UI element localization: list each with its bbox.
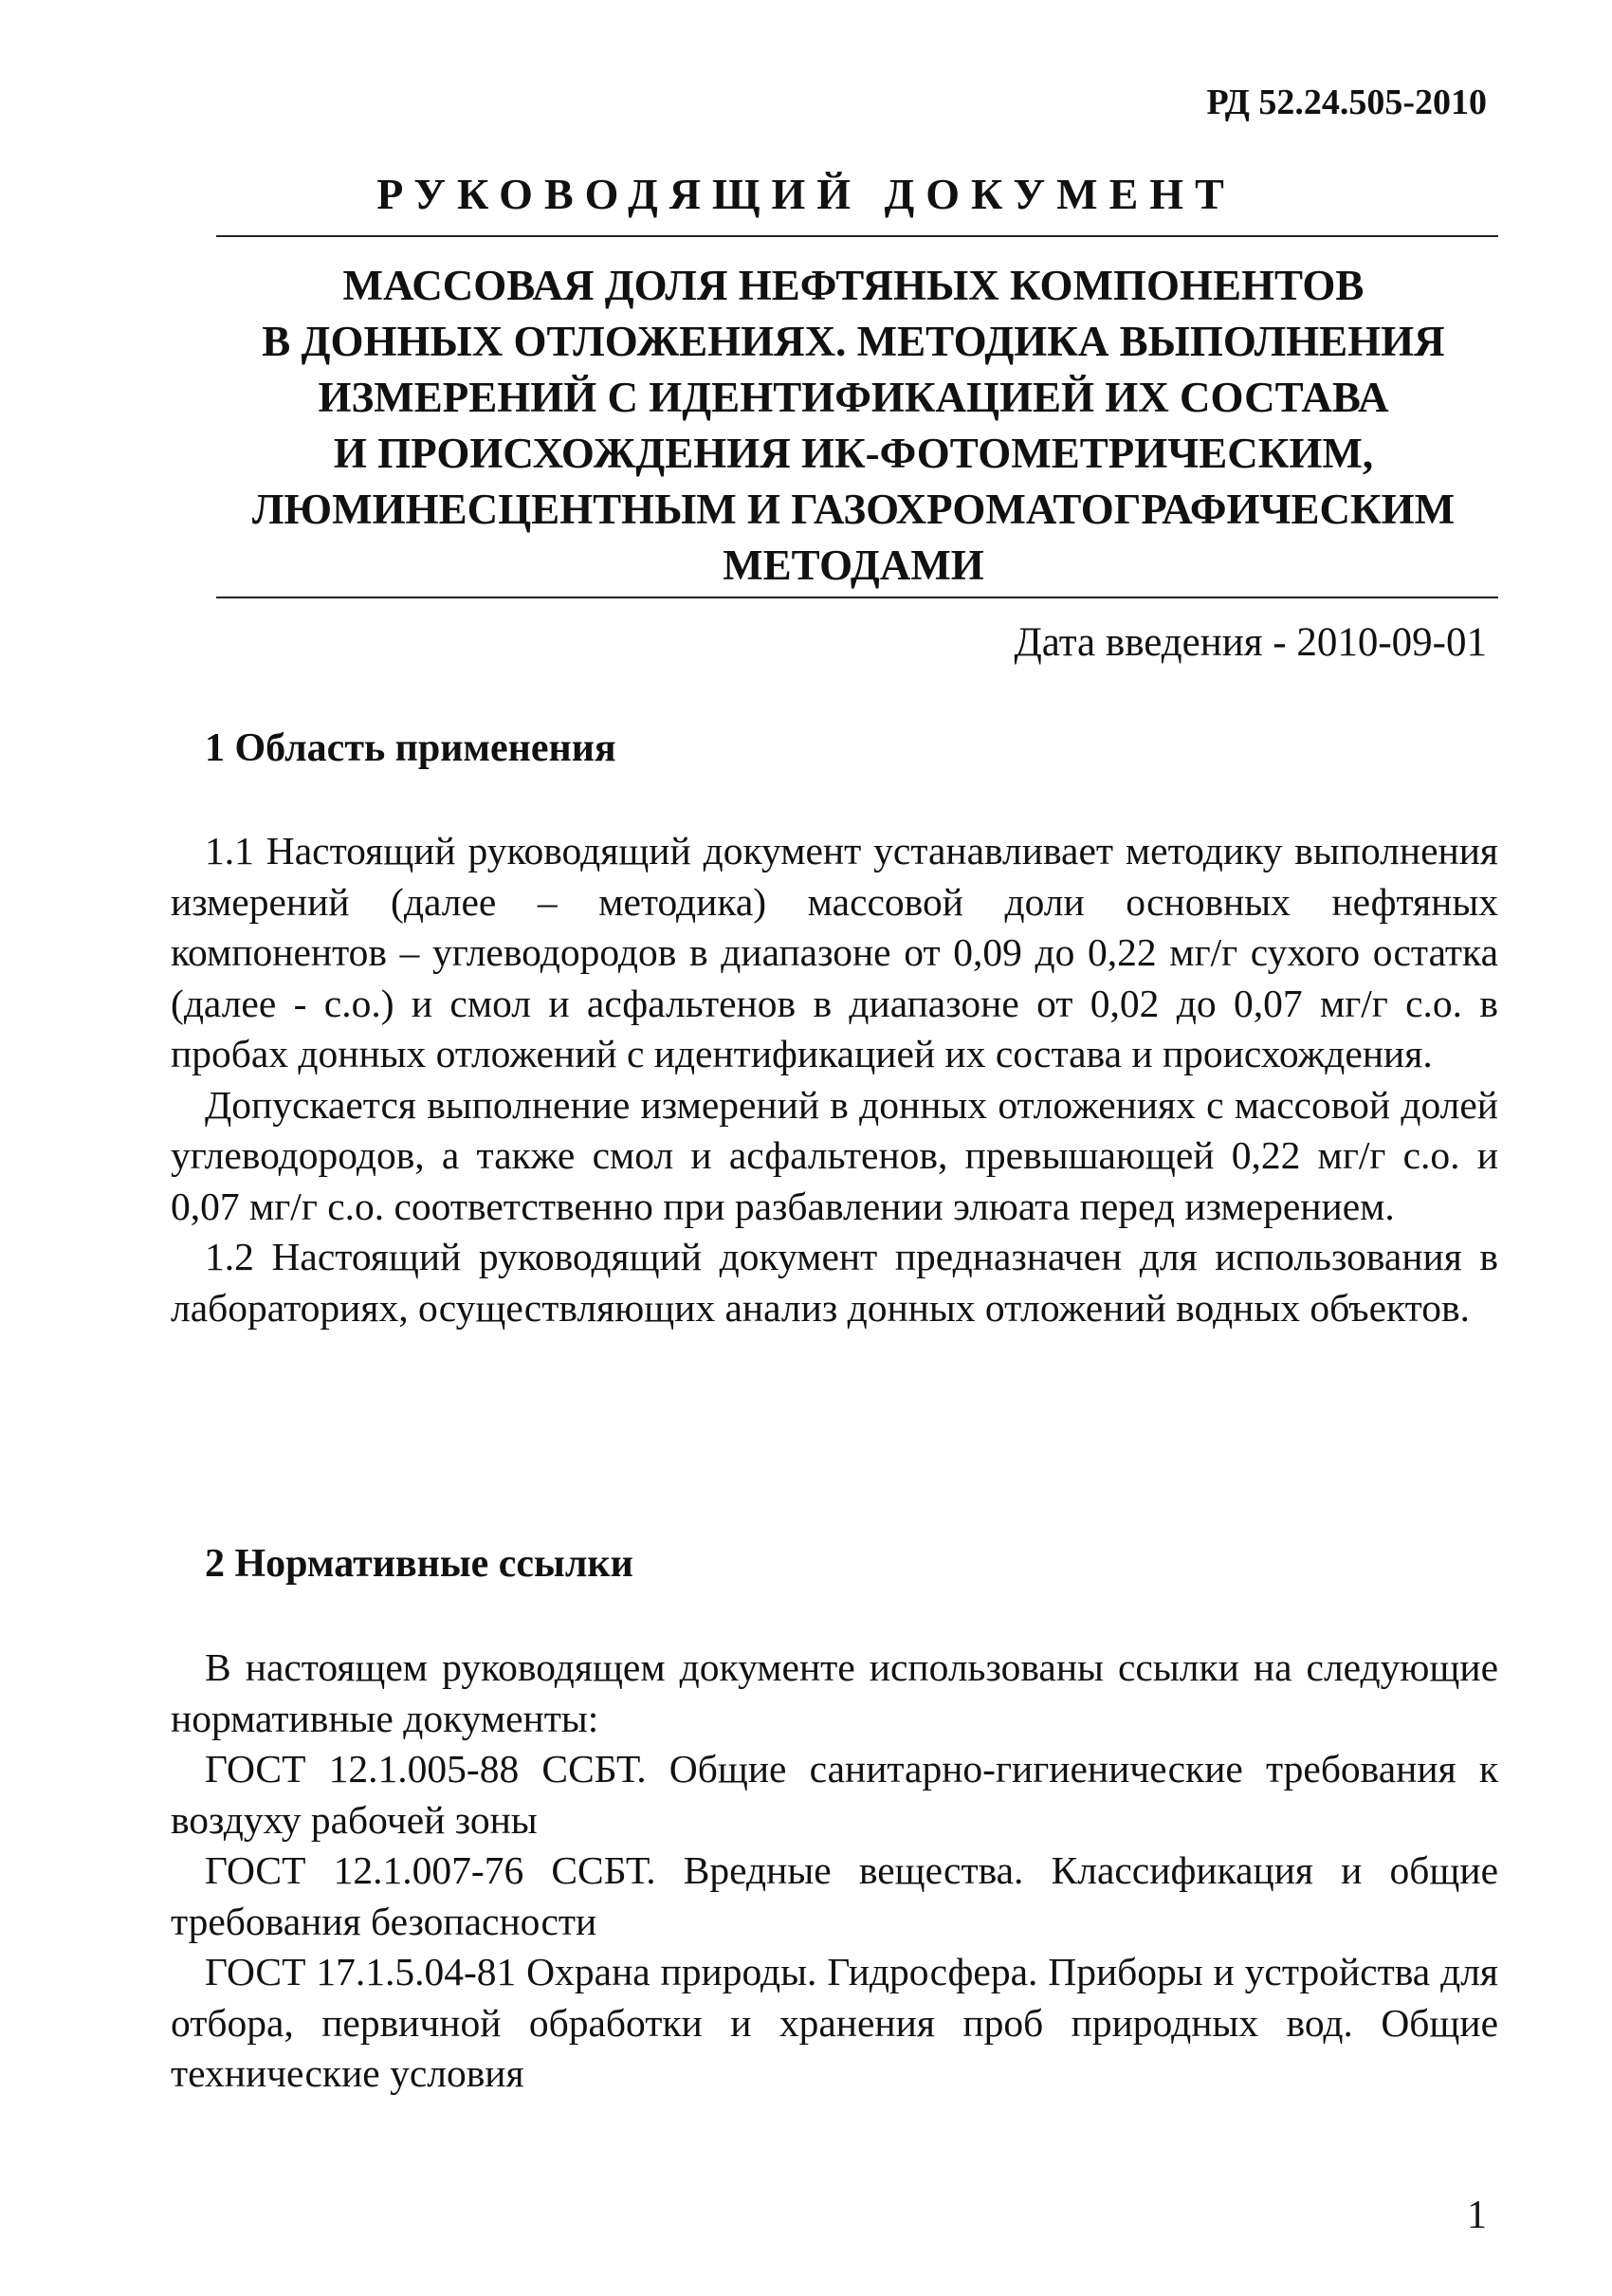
paragraph: 1.2 Настоящий руководящий документ предназначен для использования в лабораториях, осуществляющих анализ донных отложений водных объектов. [171, 1235, 1498, 1330]
paragraph: ГОСТ 12.1.007-76 ССБТ. Вредные вещества. Классификация и общие требования безопасности [171, 1848, 1498, 1943]
title-line: ИЗМЕРЕНИЙ С ИДЕНТИФИКАЦИЕЙ ИХ СОСТАВА [318, 374, 1389, 421]
document-code: РД 52.24.505-2010 [1206, 83, 1487, 122]
section-1-heading: 1 Область применения [205, 726, 616, 770]
title-line: МАССОВАЯ ДОЛЯ НЕФТЯНЫХ КОМПОНЕНТОВ [342, 262, 1365, 309]
title-line: И ПРОИСХОЖДЕНИЯ ИК-ФОТОМЕТРИЧЕСКИМ, [333, 430, 1374, 477]
paragraph: ГОСТ 12.1.005-88 ССБТ. Общие санитарно-гигиенические требования к воздуху рабочей зоны [171, 1747, 1498, 1842]
section-2-heading: 2 Нормативные ссылки [205, 1542, 633, 1586]
page-number: 1 [1467, 2194, 1487, 2237]
document-title [171, 258, 1536, 594]
title-line: В ДОННЫХ ОТЛОЖЕНИЯХ. МЕТОДИКА ВЫПОЛНЕНИЯ [262, 318, 1445, 365]
introduction-date: Дата введения - 2010-09-01 [1014, 620, 1487, 665]
title-line: ЛЮМИНЕСЦЕНТНЫМ И ГАЗОХРОМАТОГРАФИЧЕСКИМ [251, 486, 1456, 533]
document-type-heading: РУКОВОДЯЩИЙ ДОКУМЕНТ [376, 170, 1236, 218]
section-1-body [171, 826, 1498, 1333]
section-2-body [171, 1643, 1498, 2100]
paragraph: Допускается выполнение измерений в донных отложениях с массовой долей углеводородов, а также смол и асфальтенов, превышающей 0,22 мг/г с.о. и 0,07 мг/г с.о. соответственно при разбавлении элюата перед измерением. [171, 1082, 1498, 1228]
title-line: МЕТОДАМИ [723, 542, 984, 589]
paragraph: В настоящем руководящем документе использованы ссылки на следующие нормативные документы: [171, 1645, 1498, 1740]
paragraph: ГОСТ 17.1.5.04-81 Охрана природы. Гидросфера. Приборы и устройства для отбора, первичной обработки и хранения проб природных вод. Общие технические условия [171, 1950, 1498, 2095]
bottom-divider [216, 597, 1498, 598]
top-divider [216, 235, 1498, 237]
paragraph: 1.1 Настоящий руководящий документ устанавливает методику выполнения измерений (далее – методика) массовой доли основных нефтяных компонентов – углеводородов в диапазоне от 0,09 до 0,22 мг/г сухого остатка (далее - с.о.) и смол и асфальтенов в диапазоне от 0,02 до 0,07 мг/г с.о. в пробах донных отложений с идентификацией их состава и происхождения. [171, 829, 1498, 1075]
